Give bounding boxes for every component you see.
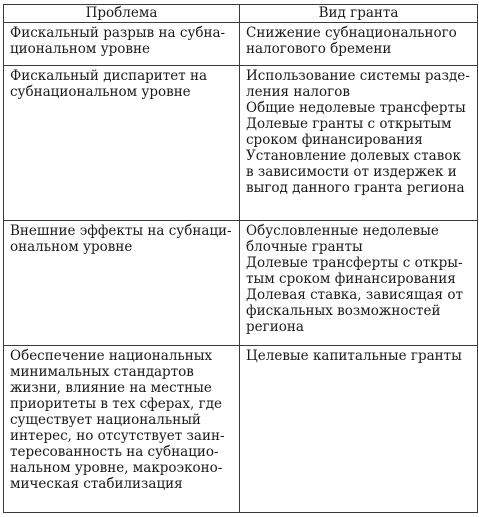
cell-line: Фискальный диспаритет на — [10, 68, 208, 84]
header-problem: Проблема — [4, 5, 240, 23]
cell-line: Обеспечение национальных — [10, 348, 213, 364]
cell-line: Внешние эффекты на субнаци- — [10, 223, 232, 239]
cell-line: субнациональном уровне — [10, 84, 191, 100]
cell-line: Долевая ставка, зависящая от — [246, 287, 463, 303]
grant-cell — [240, 346, 478, 513]
cell-line: блочные гранты — [246, 239, 363, 255]
cell-line: нальном уровне, макроэконо- — [10, 460, 223, 476]
cell-line: интерес, но отсутствует заин- — [10, 428, 225, 444]
table-row — [4, 346, 478, 513]
cell-line: Долевые трансферты с откры- — [246, 255, 463, 271]
cell-line: Обусловленные недолевые — [246, 223, 439, 239]
cell-line: минимальных стандартов — [10, 364, 194, 380]
cell-line: жизни, влияние на местные — [10, 380, 212, 396]
cell-line: ления налогов — [246, 84, 350, 100]
problem-cell — [4, 66, 240, 221]
cell-line: сроком финансирования — [246, 132, 423, 148]
cell-line: приоритеты в тех сферах, где — [10, 396, 222, 412]
cell-line: фискальных возможностей — [246, 303, 441, 319]
cell-line: циональном уровне — [10, 41, 150, 57]
cell-line: тым сроком финансирования — [246, 271, 456, 287]
cell-line: Фискальный разрыв на субна- — [10, 25, 226, 41]
problem-cell — [4, 23, 240, 66]
table-row — [4, 66, 478, 221]
cell-line: налогового бремени — [246, 41, 392, 57]
cell-line: Целевые капитальные гранты — [246, 348, 462, 364]
grants-table — [3, 4, 478, 513]
grant-cell — [240, 23, 478, 66]
cell-line: существует национальный — [10, 412, 201, 428]
grant-cell — [240, 221, 478, 346]
table-header-row — [4, 5, 478, 23]
cell-line: Использование системы разде- — [246, 68, 470, 84]
cell-line: Установление долевых ставок — [246, 148, 461, 164]
cell-line: ональном уровне — [10, 239, 133, 255]
cell-line: мическая стабилизация — [10, 476, 183, 492]
table-row — [4, 221, 478, 346]
cell-line: в зависимости от издержек и — [246, 164, 457, 180]
cell-line: тересованность на субнацио- — [10, 444, 219, 460]
table-row — [4, 23, 478, 66]
cell-line: Долевые гранты с открытым — [246, 116, 452, 132]
problem-cell — [4, 221, 240, 346]
grants-table-container — [3, 4, 477, 513]
cell-line: выгод данного гранта региона — [246, 180, 465, 196]
cell-line: Общие недолевые трансферты — [246, 100, 466, 116]
header-grant-type: Вид гранта — [240, 5, 478, 23]
problem-cell — [4, 346, 240, 513]
cell-line: Снижение субнационального — [246, 25, 457, 41]
cell-line: региона — [246, 319, 304, 335]
grant-cell — [240, 66, 478, 221]
